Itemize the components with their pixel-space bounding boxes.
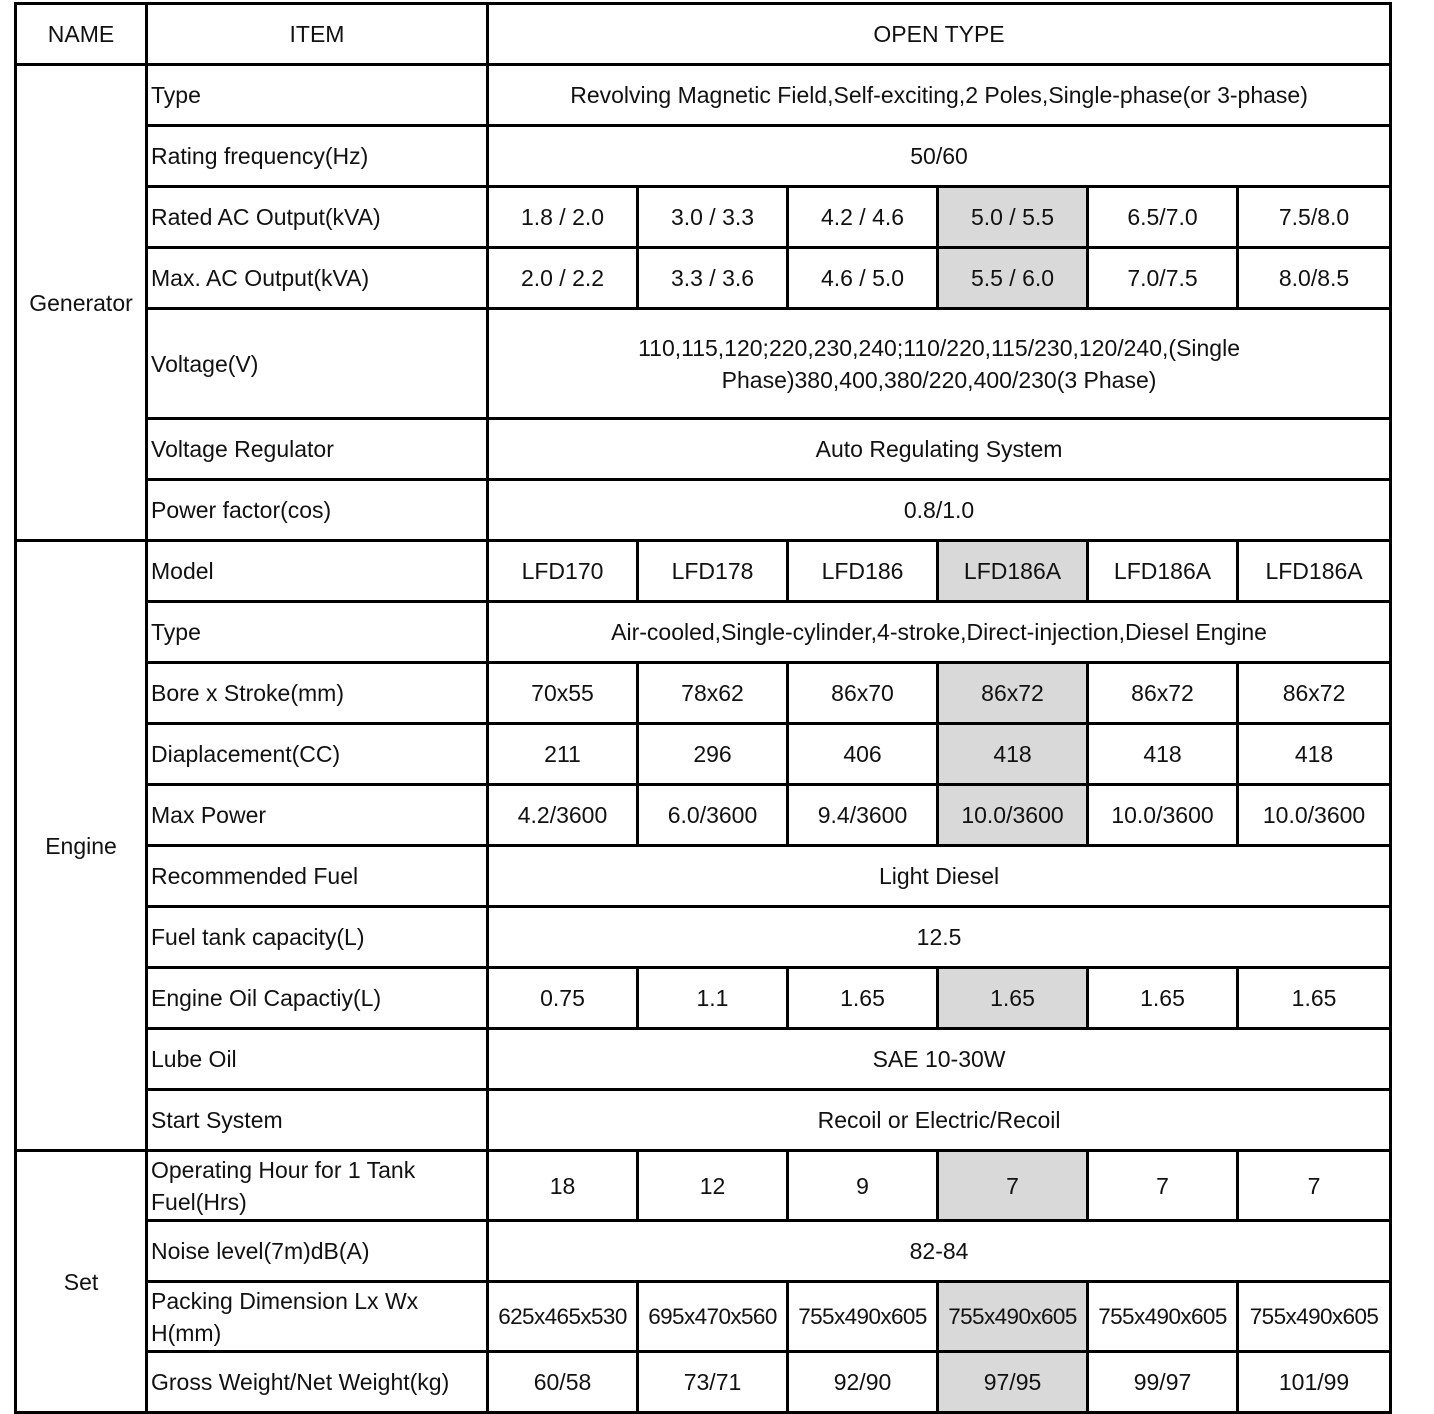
table-row [16, 724, 1391, 785]
cell: 86x70 [788, 663, 938, 724]
cell-highlighted: 5.0 / 5.5 [938, 187, 1088, 248]
row-label: Gross Weight/Net Weight(kg) [147, 1352, 488, 1413]
row-label: Operating Hour for 1 Tank Fuel(Hrs) [147, 1151, 488, 1221]
table-row [16, 1282, 1391, 1352]
cell: 4.2/3600 [488, 785, 638, 846]
row-label: Power factor(cos) [147, 480, 488, 541]
table-row [16, 480, 1391, 541]
row-value: 12.5 [488, 907, 1391, 968]
cell: 1.65 [1088, 968, 1238, 1029]
header-item: ITEM [147, 4, 488, 65]
cell: 86x72 [1088, 663, 1238, 724]
row-value: Revolving Magnetic Field,Self-exciting,2 Poles,Single-phase(or 3-phase) [488, 65, 1391, 126]
cell: 4.2 / 4.6 [788, 187, 938, 248]
cell: 18 [488, 1151, 638, 1221]
cell: 1.1 [638, 968, 788, 1029]
row-value: 82-84 [488, 1221, 1391, 1282]
row-label: Lube Oil [147, 1029, 488, 1090]
row-label: Bore x Stroke(mm) [147, 663, 488, 724]
row-label: Voltage(V) [147, 309, 488, 419]
cell: 4.6 / 5.0 [788, 248, 938, 309]
cell: 70x55 [488, 663, 638, 724]
header-open-type: OPEN TYPE [488, 4, 1391, 65]
table-row [16, 663, 1391, 724]
row-label: Type [147, 65, 488, 126]
cell: 7 [1238, 1151, 1391, 1221]
table-row [16, 248, 1391, 309]
cell: 211 [488, 724, 638, 785]
table-row [16, 846, 1391, 907]
cell: 625x465x530 [488, 1282, 638, 1352]
header-row [16, 4, 1391, 65]
cell: 755x490x605 [788, 1282, 938, 1352]
row-label: Model [147, 541, 488, 602]
cell: 6.5/7.0 [1088, 187, 1238, 248]
section-generator: Generator [16, 65, 147, 541]
table-row [16, 187, 1391, 248]
cell: 7.5/8.0 [1238, 187, 1391, 248]
row-value: 110,115,120;220,230,240;110/220,115/230,120/240,(Single Phase)380,400,380/220,400/230(3 Phase) [488, 309, 1391, 419]
cell-highlighted: 10.0/3600 [938, 785, 1088, 846]
table-row [16, 968, 1391, 1029]
row-label: Engine Oil Capactiy(L) [147, 968, 488, 1029]
row-label: Max. AC Output(kVA) [147, 248, 488, 309]
row-label: Recommended Fuel [147, 846, 488, 907]
cell: 60/58 [488, 1352, 638, 1413]
cell: 101/99 [1238, 1352, 1391, 1413]
cell: 1.65 [788, 968, 938, 1029]
table-row [16, 1090, 1391, 1151]
cell: 73/71 [638, 1352, 788, 1413]
row-label: Packing Dimension Lx Wx H(mm) [147, 1282, 488, 1352]
cell: LFD170 [488, 541, 638, 602]
cell: 1.8 / 2.0 [488, 187, 638, 248]
table-row [16, 602, 1391, 663]
cell-highlighted: 755x490x605 [938, 1282, 1088, 1352]
table-row [16, 907, 1391, 968]
section-engine: Engine [16, 541, 147, 1151]
table-row [16, 1029, 1391, 1090]
cell-highlighted: 1.65 [938, 968, 1088, 1029]
cell: 92/90 [788, 1352, 938, 1413]
row-label: Fuel tank capacity(L) [147, 907, 488, 968]
cell: 9.4/3600 [788, 785, 938, 846]
cell: 12 [638, 1151, 788, 1221]
row-value: SAE 10-30W [488, 1029, 1391, 1090]
cell: 0.75 [488, 968, 638, 1029]
cell: 7.0/7.5 [1088, 248, 1238, 309]
row-label: Diaplacement(CC) [147, 724, 488, 785]
cell-highlighted: 86x72 [938, 663, 1088, 724]
row-value: Light Diesel [488, 846, 1391, 907]
table-row [16, 309, 1391, 419]
cell: 695x470x560 [638, 1282, 788, 1352]
table-row [16, 1221, 1391, 1282]
row-value: 50/60 [488, 126, 1391, 187]
row-label: Rated AC Output(kVA) [147, 187, 488, 248]
row-label: Start System [147, 1090, 488, 1151]
table-row [16, 541, 1391, 602]
cell: 99/97 [1088, 1352, 1238, 1413]
cell: 10.0/3600 [1238, 785, 1391, 846]
row-value: Air-cooled,Single-cylinder,4-stroke,Direct-injection,Diesel Engine [488, 602, 1391, 663]
row-label: Voltage Regulator [147, 419, 488, 480]
row-value: 0.8/1.0 [488, 480, 1391, 541]
cell: 296 [638, 724, 788, 785]
table-row [16, 1352, 1391, 1413]
cell: 755x490x605 [1238, 1282, 1391, 1352]
cell: 418 [1088, 724, 1238, 785]
table-row [16, 126, 1391, 187]
row-value: Recoil or Electric/Recoil [488, 1090, 1391, 1151]
cell: 10.0/3600 [1088, 785, 1238, 846]
cell: 406 [788, 724, 938, 785]
cell-highlighted: 418 [938, 724, 1088, 785]
cell: 2.0 / 2.2 [488, 248, 638, 309]
row-value: Auto Regulating System [488, 419, 1391, 480]
row-label: Type [147, 602, 488, 663]
cell: LFD186A [1238, 541, 1391, 602]
cell: 78x62 [638, 663, 788, 724]
cell: LFD186 [788, 541, 938, 602]
cell: 418 [1238, 724, 1391, 785]
row-label: Rating frequency(Hz) [147, 126, 488, 187]
cell: 86x72 [1238, 663, 1391, 724]
header-name: NAME [16, 4, 147, 65]
cell: 755x490x605 [1088, 1282, 1238, 1352]
table-row [16, 1151, 1391, 1221]
table-row [16, 419, 1391, 480]
table-row [16, 65, 1391, 126]
row-label: Noise level(7m)dB(A) [147, 1221, 488, 1282]
row-label: Max Power [147, 785, 488, 846]
cell: 8.0/8.5 [1238, 248, 1391, 309]
cell: 3.0 / 3.3 [638, 187, 788, 248]
cell: LFD178 [638, 541, 788, 602]
cell-highlighted: 97/95 [938, 1352, 1088, 1413]
cell-highlighted: LFD186A [938, 541, 1088, 602]
spec-table [14, 2, 1392, 1414]
cell: 7 [1088, 1151, 1238, 1221]
cell: LFD186A [1088, 541, 1238, 602]
cell: 3.3 / 3.6 [638, 248, 788, 309]
cell-highlighted: 7 [938, 1151, 1088, 1221]
table-row [16, 785, 1391, 846]
cell-highlighted: 5.5 / 6.0 [938, 248, 1088, 309]
section-set: Set [16, 1151, 147, 1413]
cell: 9 [788, 1151, 938, 1221]
cell: 6.0/3600 [638, 785, 788, 846]
cell: 1.65 [1238, 968, 1391, 1029]
